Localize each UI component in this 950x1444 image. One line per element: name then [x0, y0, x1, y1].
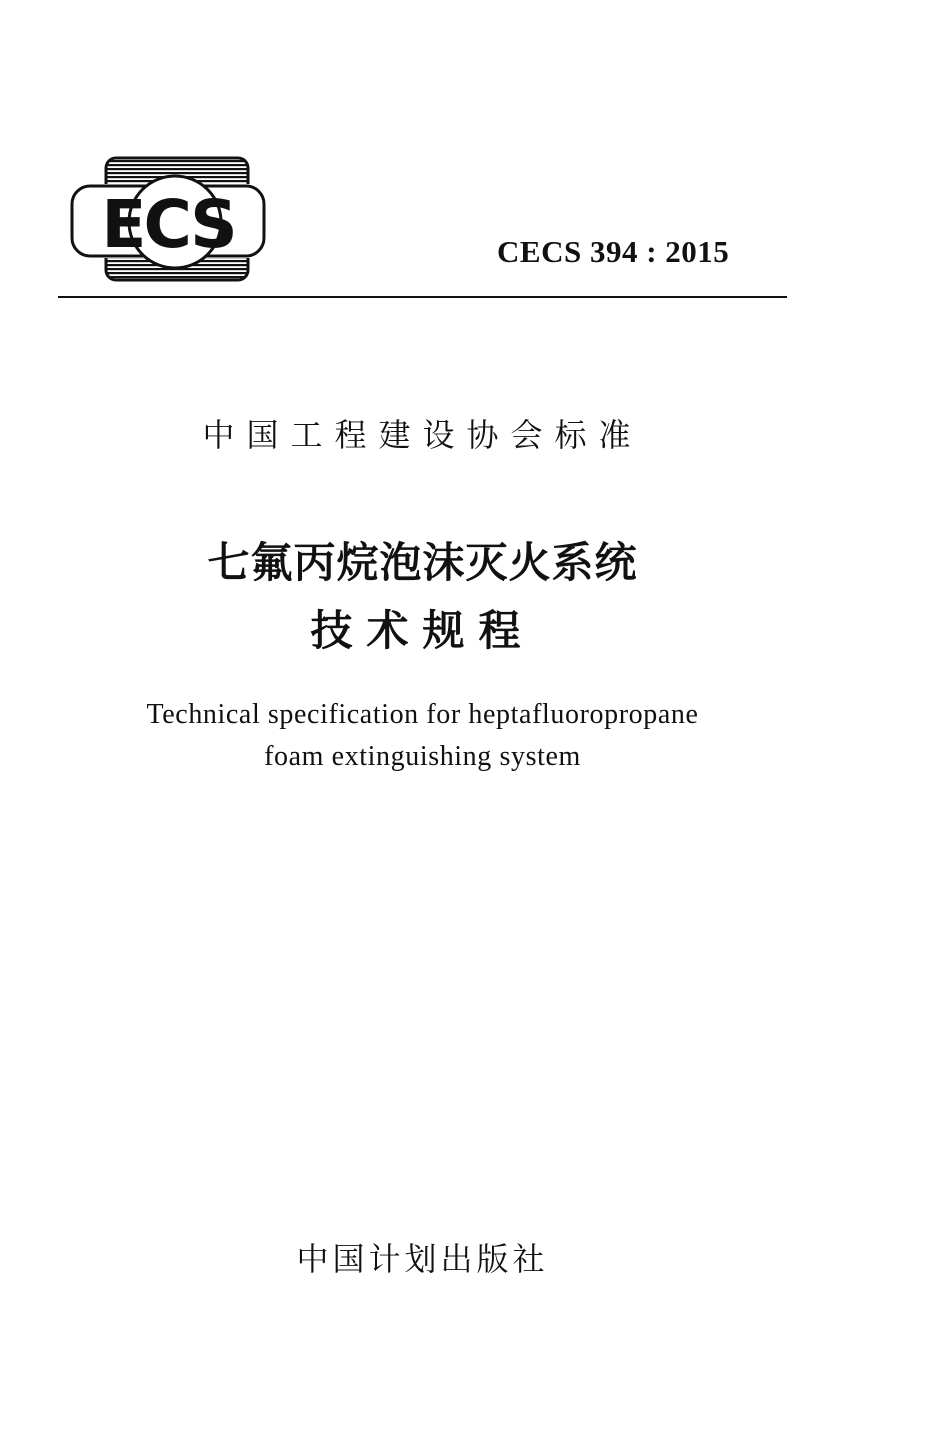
organization-label: 中国工程建设协会标准 [202, 416, 643, 454]
title-zh-line2: 技术规程 [310, 606, 535, 655]
svg-text:ECS: ECS [101, 186, 235, 263]
header-divider [58, 296, 787, 298]
title-en-line1: Technical specification for heptafluoropropane [146, 699, 699, 730]
publisher-name: 中国计划出版社 [296, 1240, 549, 1278]
standard-code: CECS 394 : 2015 [497, 234, 730, 269]
ecs-logo [68, 156, 268, 282]
title-en-line2: foam extinguishing system [264, 741, 581, 772]
title-zh-line1: 七氟丙烷泡沫灭火系统 [207, 538, 638, 587]
